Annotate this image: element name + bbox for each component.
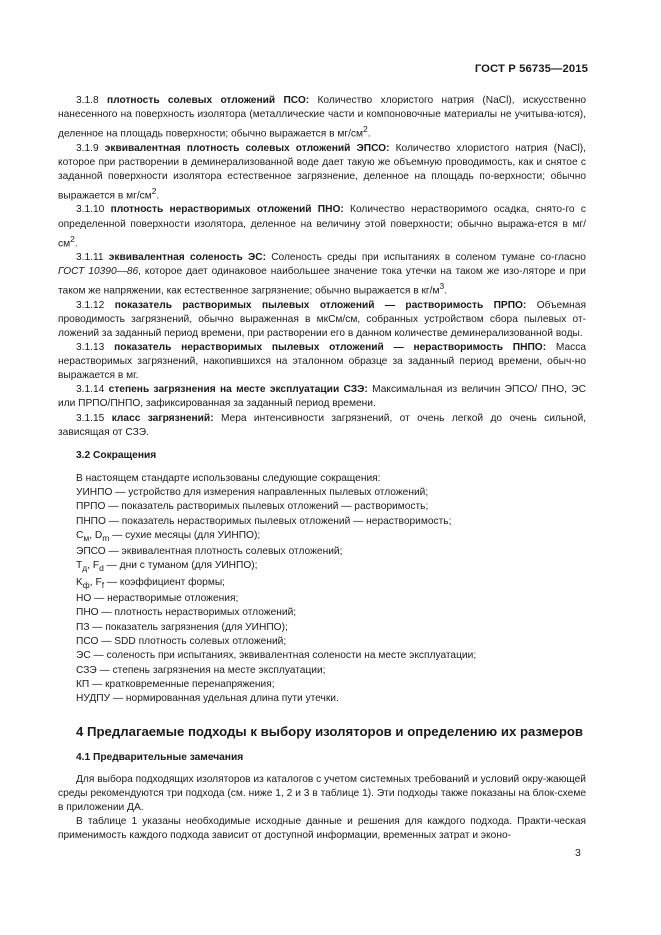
abbreviation-item: КП — кратковременные перенапряжения; [76,678,275,690]
definition-3-1-12: 3.1.12 показатель растворимых пылевых отложений — растворимость ПРПО: Объемная проводимость загрязнений, обычно выраженная в мкСм/см, собранных устройством сбора пылевых от-ложений за заданный период времени, при растворении его в данном количестве деминерализованной воды. [58,299,586,339]
definition-3-1-13: 3.1.13 показатель нерастворимых пылевых отложений — нерастворимость ПНПО: Масса нерастворимых загрязнений, накопившихся на эталонном образце за заданный период времени, обыч-но выражается в мг. [58,342,586,382]
abbreviation-item: ПНПО — показатель нерастворимых пылевых отложений — нерастворимость; [76,515,452,527]
abbreviation-item: НУДПУ — нормированная удельная длина пути утечки. [76,693,339,705]
abbreviation-item: ПРПО — показатель растворимых пылевых отложений — растворимость; [76,501,429,513]
abbreviation-item: ПЗ — показатель загрязнения (для УИНПО); [76,621,288,633]
page-content [58,94,586,844]
section-4-heading: 4 Предлагаемые подходы к выбору изоляторов и определению их размеров [76,724,584,740]
document-code-header: ГОСТ Р 56735—2015 [474,63,588,75]
abbreviation-item: $C_м$, $D_m$ — сухие месяцы (для УИНПО); [76,529,261,543]
abbreviation-item: ПСО — SDD плотность солевых отложений; [76,635,287,647]
standard-reference: ГОСТ 10390—86 [58,266,139,278]
abbreviations-heading: 3.2 Сокращения [76,449,157,461]
abbreviations-list [76,486,586,707]
abbreviation-item: $T_д$, $F_d$ — дни с туманом (для УИНПО); [76,560,258,574]
definition-3-1-11: 3.1.11 эквивалентная соленость ЭС: Соленость среды при испытаниях в соленом тумане со-гласно ГОСТ 10390—86, которое дает одинаковое наибольшее значение тока утечки на таком же изо-ляторе и при таком же напряжении, как естественное загрязнение; обычно выражается в $кг/м^3$. [58,252,586,297]
definition-3-1-9: 3.1.9 эквивалентная плотность солевых отложений ЭПСО: Количество хлористого натрия (NaCl), которое при растворении в деминерализованной воде дает такую же объемную проводимость, как и снятое с заданной поверхности изолятора естественное загрязнение, деленное на площадь по-верхности; обычно выражается в $мг/см^2$. [58,142,586,202]
definition-3-1-15: 3.1.15 класс загрязнений: Мера интенсивности загрязнений, от очень легкой до очень сильной, зависящая от СЗЭ. [58,412,586,438]
definition-3-1-14: 3.1.14 степень загрязнения на месте эксплуатации СЗЭ: Максимальная из величин ЭПСО/ ПНО, ЭС или ПРПО/ПНПО, зафиксированная за заданный период времени. [58,384,586,410]
section-4-1-paragraph-1: Для выбора подходящих изоляторов из каталогов с учетом системных требований и условий окру-жающей среды рекомендуются три подхода (см. ниже 1, 2 и 3 в таблице 1). Эти подходы также показаны на блок-схеме в приложении ДА. [58,774,586,814]
page-number: 3 [575,847,581,859]
section-4-1-heading: 4.1 Предварительные замечания [76,751,244,763]
definition-3-1-8: 3.1.8 плотность солевых отложений ПСО: Количество хлористого натрия (NaCl), искусственно нанесенного на поверхность изолятора (металлические части и компоновочные материалы не учитыва-ются), деленное на площадь поверхности; обычно выражается в $мг/см^2$. [58,95,586,140]
section-4-1-paragraph-2: В таблице 1 указаны необходимые исходные данные и решения для каждого подхода. Практи-ческая применимость каждого подхода зависит от доступной информации, временных затрат и эконо- [58,816,586,842]
abbreviation-item: СЗЭ — степень загрязнения на месте эксплуатации; [76,664,326,676]
abbreviation-item: ПНО — плотность нерастворимых отложений; [76,607,297,619]
abbreviation-item: ЭС — соленость при испытаниях, эквивалентная солености на месте эксплуатации; [76,650,477,662]
definition-3-1-10: 3.1.10 плотность нерастворимых отложений ПНО: Количество нерастворимого осадка, снято-го с определенной поверхности изолятора, деленное на величину этой поверхности; обычно выража-ется в $мг/см^2$. [58,204,586,250]
abbreviation-item: ЭПСО — эквивалентная плотность солевых отложений; [76,546,343,558]
abbreviation-item: НО — нерастворимые отложения; [76,593,239,605]
abbreviation-item: УИНПО — устройство для измерения направленных пылевых отложений; [76,486,429,498]
abbreviations-intro: В настоящем стандарте использованы следующие сокращения: [76,472,381,484]
abbreviation-item: $K_ф$, $F_f$ — коэффициент формы; [76,576,225,590]
